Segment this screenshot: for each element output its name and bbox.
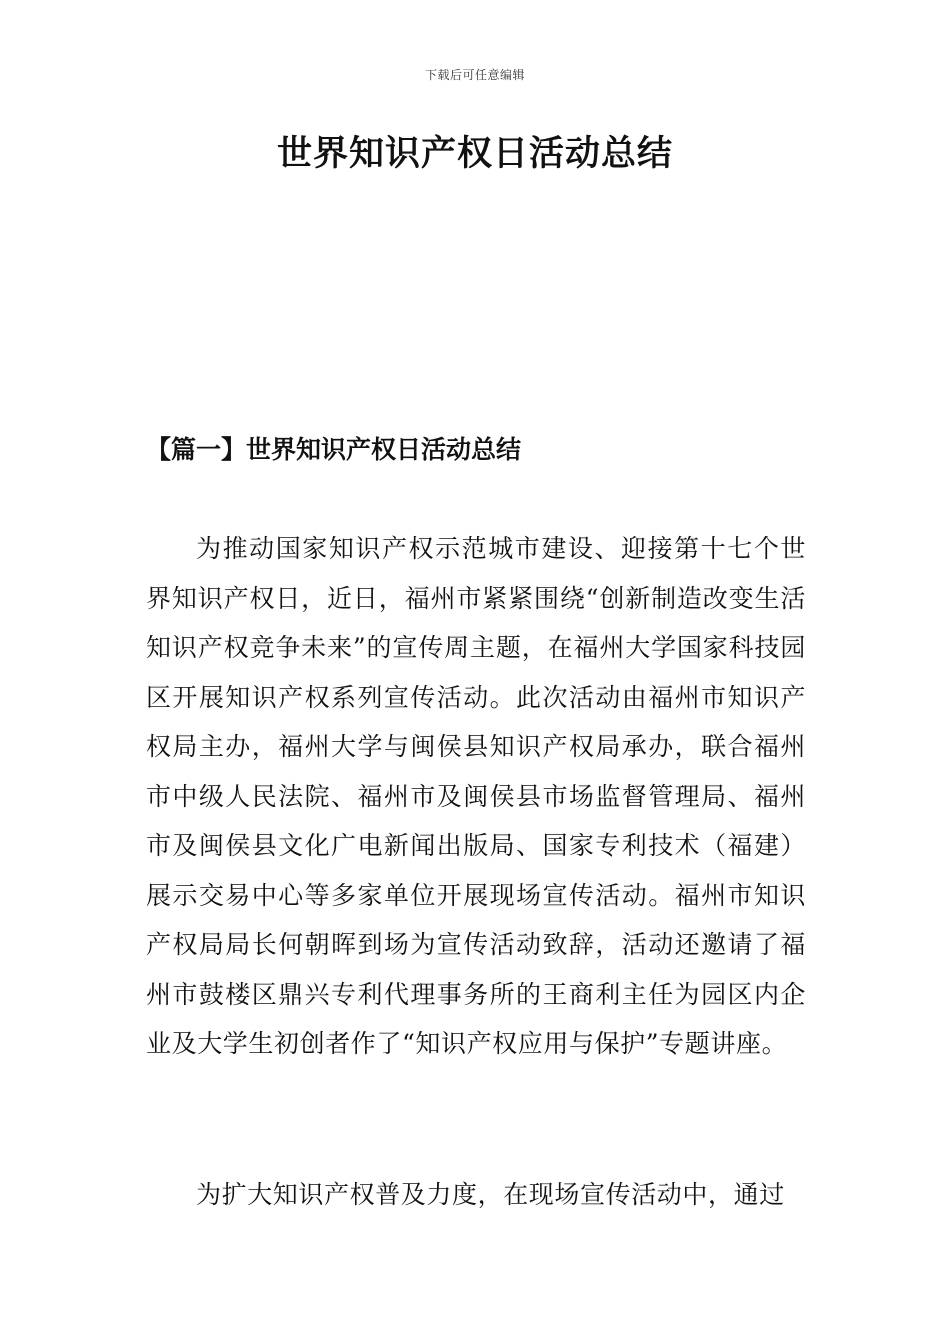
header-note: 下载后可任意编辑 — [424, 68, 525, 82]
body-paragraph-1: 为推动国家知识产权示范城市建设、迎接第十七个世界知识产权日，近日，福州市紧紧围绕“创新制造改变生活知识产权竞争未来”的宣传周主题，在福州大学国家科技园区开展知识产权系列宣传活动。此次活动由福州市知识产权局主办，福州大学与闽侯县知识产权局承办，联合福州市中级人民法院、福州市及闽侯县市场监督管理局、福州市及闽侯县文化广电新闻出版局、国家专利技术（福建）展示交易中心等多家单位开展现场宣传活动。福州市知识产权局局长何朝晖到场为宣传活动致辞，活动还邀请了福州市鼓楼区鼎兴专利代理事务所的王商利主任为园区内企业及大学生初创者作了“知识产权应用与保护”专题讲座。 — [146, 534, 806, 1058]
body-paragraph-2: 为扩大知识产权普及力度，在现场宣传活动中，通过 — [196, 1180, 785, 1209]
document-title: 世界知识产权日活动总结 — [276, 134, 673, 174]
section-heading: 【篇一】世界知识产权日活动总结 — [146, 435, 522, 464]
